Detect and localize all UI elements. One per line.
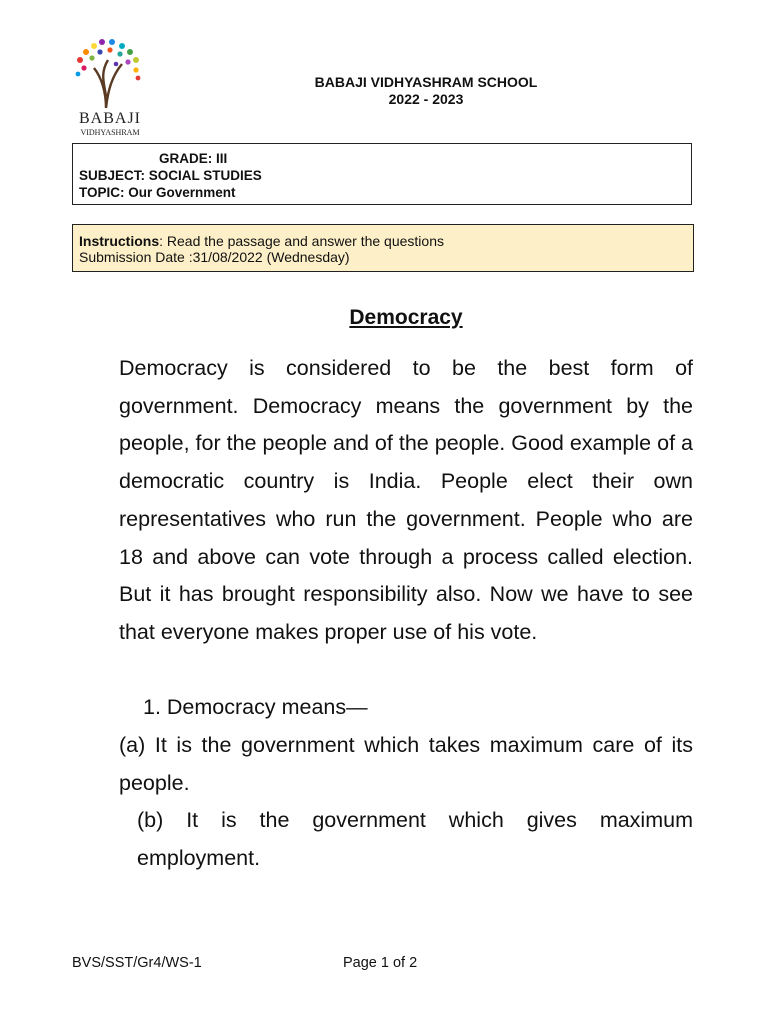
tree-logo-icon xyxy=(72,38,148,110)
worksheet-body xyxy=(119,350,693,878)
document-code: BVS/SST/Gr4/WS-1 xyxy=(72,955,202,971)
submission-date: Submission Date :31/08/2022 (Wednesday) xyxy=(79,249,350,265)
instructions-box xyxy=(72,224,694,272)
school-logo xyxy=(72,38,148,138)
page-number: Page 1 of 2 xyxy=(343,955,418,971)
passage-text: Democracy is considered to be the best form of government. Democracy means the government by the people, for the people and of the people. Good example of a democratic country is India. People elect their own representatives who run the government. People who are 18 and above can vote through a process called election. But it has brought responsibility also. Now we have to see that everyone makes proper use of his vote. xyxy=(119,356,693,644)
info-box xyxy=(72,143,692,205)
instructions-label: Instructions xyxy=(79,233,160,249)
topic-line: TOPIC: Our Government xyxy=(79,185,236,200)
school-header xyxy=(290,74,562,108)
question-1: 1. Democracy means— xyxy=(143,695,368,720)
grade-line: GRADE: III xyxy=(159,151,228,166)
option-b: (b) It is the government which gives maximum employment. xyxy=(137,808,693,871)
instructions-text: : Read the passage and answer the questions xyxy=(159,233,444,249)
logo-subtext: VIDHYASHRAM xyxy=(80,128,140,137)
academic-year: 2022 - 2023 xyxy=(388,91,464,107)
school-name: BABAJI VIDHYASHRAM SCHOOL xyxy=(314,74,538,90)
instructions-line xyxy=(79,233,687,249)
logo-wordmark: BABAJI xyxy=(78,110,141,127)
passage-title: Democracy xyxy=(349,306,463,329)
option-a: (a) It is the government which takes maximum care of its people. xyxy=(119,733,693,795)
subject-line: SUBJECT: SOCIAL STUDIES xyxy=(79,168,262,183)
